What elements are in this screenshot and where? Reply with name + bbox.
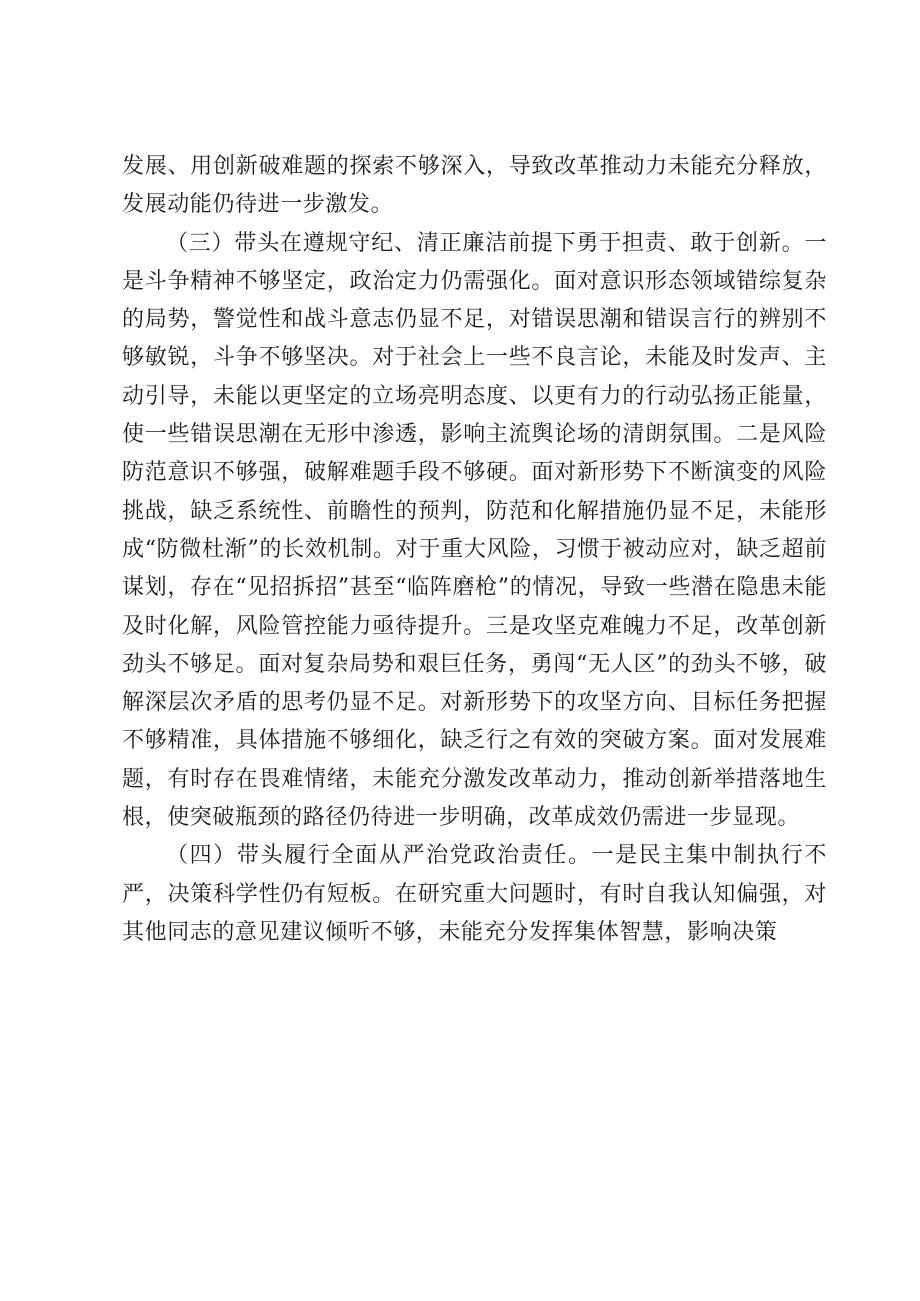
paragraph-continuation: 发展、用创新破难题的探索不够深入，导致改革推动力未能充分释放，发展动能仍待进一步激发。 bbox=[122, 154, 827, 218]
paragraph-section-four: （四）带头履行全面从严治党政治责任。一是民主集中制执行不严，决策科学性仍有短板。在研究重大问题时，有时自我认知偏强，对其他同志的意见建议倾听不够，未能充分发挥集体智慧，影响决策 bbox=[122, 843, 827, 945]
document-body bbox=[122, 148, 827, 952]
paragraph-section-three: （三）带头在遵规守纪、清正廉洁前提下勇于担责、敢于创新。一是斗争精神不够坚定，政治定力仍需强化。面对意识形态领域错综复杂的局势，警觉性和战斗意志仍显不足，对错误思潮和错误言行的辨别不够敏锐，斗争不够坚决。对于社会上一些不良言论，未能及时发声、主动引导，未能以更坚定的立场亮明态度、以更有力的行动弘扬正能量，使一些错误思潮在无形中渗透，影响主流舆论场的清朗氛围。二是风险防范意识不够强，破解难题手段不够硬。面对新形势下不断演变的风险挑战，缺乏系统性、前瞻性的预判，防范和化解措施仍显不足，未能形成“防微杜渐”的长效机制。对于重大风险，习惯于被动应对，缺乏超前谋划，存在“见招拆招”甚至“临阵磨枪”的情况，导致一些潜在隐患未能及时化解，风险管控能力亟待提升。三是攻坚克难魄力不足，改革创新劲头不够足。面对复杂局势和艰巨任务，勇闯“无人区”的劲头不够，破解深层次矛盾的思考仍显不足。对新形势下的攻坚方向、目标任务把握不够精准，具体措施不够细化，缺乏行之有效的突破方案。面对发展难题，有时存在畏难情绪，未能充分激发改革动力，推动创新举措落地生根，使突破瓶颈的路径仍待进一步明确，改革成效仍需进一步显现。 bbox=[122, 230, 827, 831]
